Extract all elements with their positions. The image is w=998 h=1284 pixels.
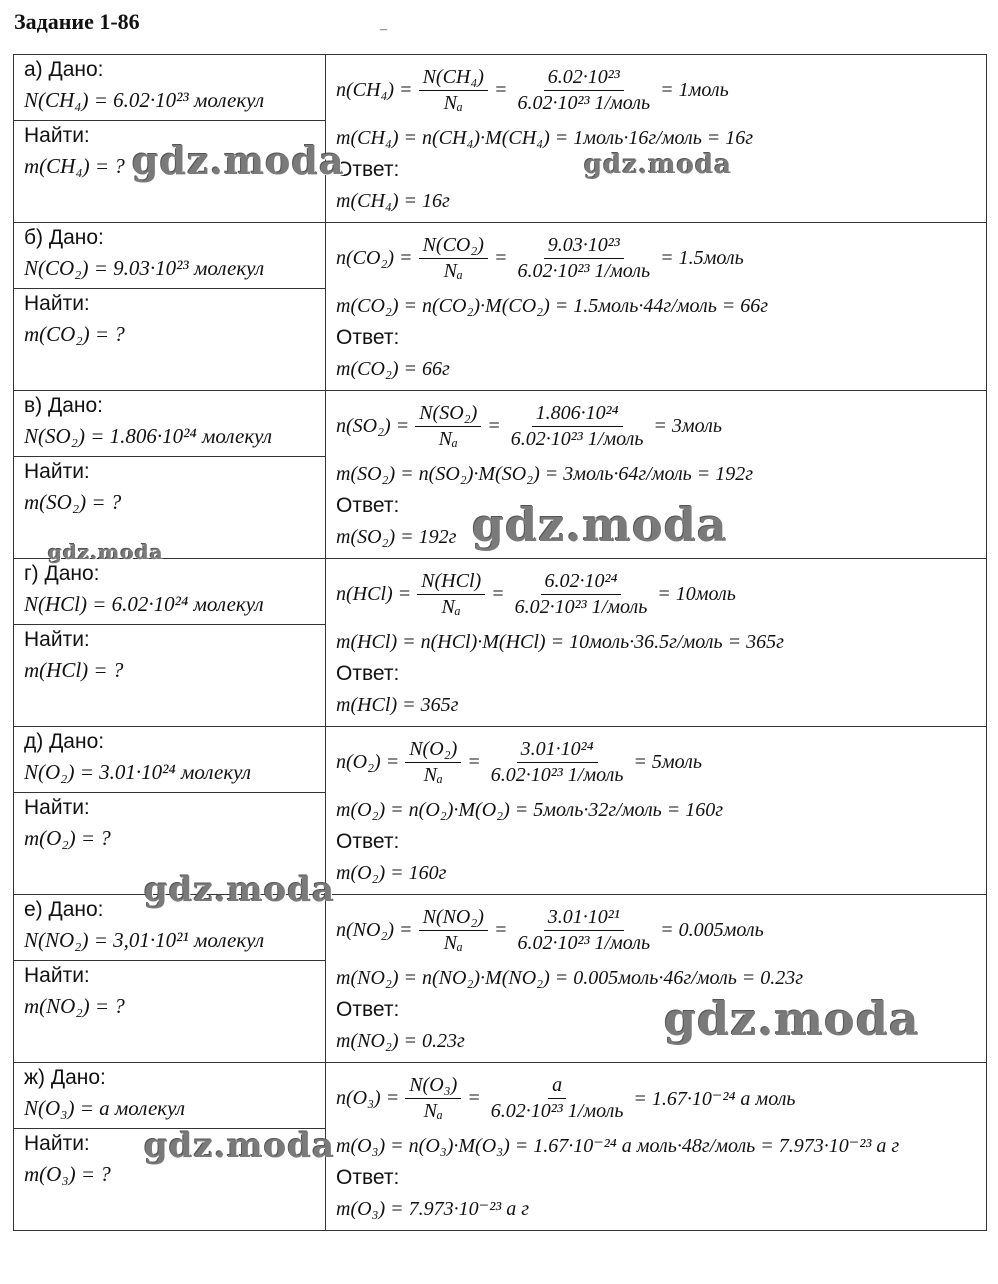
solution-block <box>326 727 986 894</box>
watermark: gdz.moda <box>144 870 336 910</box>
find-expression: m(O₃) = ? <box>24 1162 111 1186</box>
solution-block <box>326 895 986 1062</box>
find-block <box>14 1129 325 1229</box>
find-label: Найти: <box>24 124 90 147</box>
given-find-cell <box>14 55 326 223</box>
amount-lhs: n(O₃) = <box>336 1086 400 1109</box>
answer-label: Ответ: <box>336 494 400 517</box>
amount-result: = 1.67·10⁻²⁴ a моль <box>633 1087 796 1110</box>
answer-value: m(NO₂) = 0.23г <box>336 1030 465 1052</box>
given-expression: N(CH₄) = 6.02·10²³ молекул <box>24 88 265 112</box>
task-row <box>14 55 987 223</box>
solution-block <box>326 1063 986 1230</box>
fraction-denominator: Nₐ <box>443 259 463 282</box>
given-find-cell <box>14 559 326 727</box>
watermark: gdz.moda <box>472 498 728 552</box>
given-label: ж) Дано: <box>24 1066 106 1089</box>
fraction-denominator: Nₐ <box>438 427 458 450</box>
equals-sign: = <box>467 1086 481 1109</box>
mass-formula: m(HCl) = n(HCl)·M(HCl) = 10моль·36.5г/моль = 365г <box>336 631 784 653</box>
solution-cell <box>326 55 987 223</box>
amount-lhs: n(SO₂) = <box>336 414 410 437</box>
equals-sign: = <box>493 78 508 101</box>
value-fraction <box>487 1074 628 1123</box>
given-block <box>14 895 325 961</box>
given-block <box>14 391 325 457</box>
answer-label: Ответ: <box>336 158 400 181</box>
equals-sign: = <box>493 918 508 941</box>
given-label: е) Дано: <box>24 898 104 921</box>
value-denominator: 6.02·10²³ 1/моль <box>517 931 651 954</box>
amount-lhs: n(CH₄) = <box>336 78 413 101</box>
find-expression: m(CH₄) = ? <box>24 154 125 178</box>
given-label: д) Дано: <box>24 730 105 753</box>
find-expression: m(SO₂) = ? <box>24 490 122 514</box>
amount-result: = 3моль <box>653 414 723 437</box>
value-denominator: 6.02·10²³ 1/моль <box>490 763 624 786</box>
amount-lhs: n(HCl) = <box>336 582 412 605</box>
amount-formula <box>336 1067 976 1129</box>
find-label: Найти: <box>24 796 90 819</box>
fraction-numerator: N(CO₂) <box>419 234 488 259</box>
fraction-denominator: Nₐ <box>443 91 463 114</box>
value-denominator: 6.02·10²³ 1/моль <box>490 1099 624 1122</box>
answer-value: m(O₂) = 160г <box>336 862 447 884</box>
given-find-cell <box>14 223 326 391</box>
value-numerator: 6.02·10²⁴ <box>541 570 622 595</box>
mass-formula: m(SO₂) = n(SO₂)·M(SO₂) = 3моль·64г/моль = 192г <box>336 463 754 485</box>
page-title: Задание 1-86 <box>14 9 140 34</box>
given-find-cell <box>14 895 326 1063</box>
given-expression: N(SO₂) = 1.806·10²⁴ молекул <box>24 424 273 448</box>
answer-label: Ответ: <box>336 830 400 853</box>
given-expression: N(O₃) = a молекул <box>24 1096 185 1120</box>
solution-cell <box>326 727 987 895</box>
find-block <box>14 289 325 389</box>
task-row <box>14 559 987 727</box>
equals-sign: = <box>467 750 481 773</box>
given-find-cell <box>14 391 326 559</box>
amount-lhs: n(CO₂) = <box>336 246 413 269</box>
fraction-denominator: Nₐ <box>443 931 463 954</box>
equals-sign: = <box>487 414 501 437</box>
given-label: б) Дано: <box>24 226 104 249</box>
equals-sign: = <box>491 582 505 605</box>
solution-cell <box>326 559 987 727</box>
task-row <box>14 895 987 1063</box>
solution-cell <box>326 895 987 1063</box>
mass-formula: m(O₂) = n(O₂)·M(O₂) = 5моль·32г/моль = 160г <box>336 799 724 821</box>
value-denominator: 6.02·10²³ 1/моль <box>514 595 648 618</box>
fraction-denominator: Nₐ <box>441 595 461 618</box>
formula-fraction <box>415 402 481 451</box>
fraction-denominator: Nₐ <box>423 1099 443 1122</box>
amount-formula <box>336 731 976 793</box>
solution-block <box>326 223 986 390</box>
answer-value: m(SO₂) = 192г <box>336 526 457 548</box>
given-label: в) Дано: <box>24 394 103 417</box>
solution-cell <box>326 223 987 391</box>
value-denominator: 6.02·10²³ 1/моль <box>517 91 651 114</box>
given-expression: N(NO₂) = 3,01·10²¹ молекул <box>24 928 265 952</box>
task-row <box>14 223 987 391</box>
given-block <box>14 727 325 793</box>
given-label: г) Дано: <box>24 562 100 585</box>
answer-value: m(CH₄) = 16г <box>336 190 450 212</box>
value-numerator: 3.01·10²¹ <box>544 906 624 931</box>
value-numerator: 3.01·10²⁴ <box>517 738 598 763</box>
fraction-numerator: N(HCl) <box>417 570 485 595</box>
find-block <box>14 793 325 893</box>
find-label: Найти: <box>24 460 90 483</box>
fraction-numerator: N(NO₂) <box>419 906 488 931</box>
amount-lhs: n(O₂) = <box>336 750 400 773</box>
given-block <box>14 55 325 121</box>
solutions-table <box>13 54 987 1231</box>
amount-formula <box>336 563 976 625</box>
find-block <box>14 961 325 1061</box>
given-block <box>14 559 325 625</box>
mass-formula: m(CO₂) = n(CO₂)·M(CO₂) = 1.5моль·44г/моль = 66г <box>336 295 769 317</box>
fraction-denominator: Nₐ <box>423 763 443 786</box>
answer-value: m(CO₂) = 66г <box>336 358 450 380</box>
solution-cell <box>326 1063 987 1231</box>
value-fraction <box>513 234 654 283</box>
equals-sign: = <box>493 246 508 269</box>
fraction-numerator: N(O₂) <box>405 738 461 763</box>
find-expression: m(HCl) = ? <box>24 658 124 682</box>
value-fraction <box>487 738 628 787</box>
watermark: gdz.moda <box>144 1126 336 1166</box>
formula-fraction <box>419 234 488 283</box>
task-row <box>14 727 987 895</box>
value-fraction <box>513 66 654 115</box>
amount-formula <box>336 395 976 457</box>
answer-value: m(O₃) = 7.973·10⁻²³ a г <box>336 1198 530 1220</box>
answer-value: m(HCl) = 365г <box>336 694 459 716</box>
value-denominator: 6.02·10²³ 1/моль <box>510 427 644 450</box>
given-expression: N(CO₂) = 9.03·10²³ молекул <box>24 256 265 280</box>
watermark: gdz.moda <box>132 138 345 183</box>
mass-formula: m(CH₄) = n(CH₄)·M(CH₄) = 1моль·16г/моль = 16г <box>336 127 754 149</box>
amount-formula <box>336 899 976 961</box>
amount-formula <box>336 227 976 289</box>
watermark: gdz.moda <box>584 150 733 180</box>
given-expression: N(O₂) = 3.01·10²⁴ молекул <box>24 760 252 784</box>
given-find-cell <box>14 727 326 895</box>
find-expression: m(CO₂) = ? <box>24 322 125 346</box>
solution-cell <box>326 391 987 559</box>
solution-block <box>326 55 986 222</box>
fraction-numerator: N(SO₂) <box>415 402 481 427</box>
amount-result: = 10моль <box>657 582 736 605</box>
given-block <box>14 1063 325 1129</box>
find-expression: m(NO₂) = ? <box>24 994 125 1018</box>
task-row <box>14 391 987 559</box>
amount-result: = 0.005моль <box>660 918 764 941</box>
formula-fraction <box>405 738 461 787</box>
value-numerator: 6.02·10²³ <box>544 66 624 91</box>
value-numerator: 9.03·10²³ <box>544 234 624 259</box>
amount-lhs: n(NO₂) = <box>336 918 413 941</box>
amount-result: = 5моль <box>633 750 703 773</box>
value-numerator: 1.806·10²⁴ <box>532 402 623 427</box>
given-block <box>14 223 325 289</box>
watermark: gdz.moda <box>48 540 164 564</box>
given-label: а) Дано: <box>24 58 104 81</box>
value-fraction <box>511 570 652 619</box>
solution-block <box>326 391 986 558</box>
header-dash: – <box>380 22 387 37</box>
formula-fraction <box>419 66 488 115</box>
value-fraction <box>513 906 654 955</box>
fraction-numerator: N(O₃) <box>405 1074 461 1099</box>
amount-result: = 1.5моль <box>660 246 744 269</box>
answer-label: Ответ: <box>336 998 400 1021</box>
amount-result: = 1моль <box>660 78 729 101</box>
find-block <box>14 625 325 725</box>
find-block <box>14 121 325 221</box>
find-label: Найти: <box>24 292 90 315</box>
task-row <box>14 1063 987 1231</box>
answer-label: Ответ: <box>336 662 400 685</box>
value-numerator: a <box>548 1074 566 1099</box>
solution-block <box>326 559 986 726</box>
value-denominator: 6.02·10²³ 1/моль <box>517 259 651 282</box>
find-label: Найти: <box>24 1132 90 1155</box>
value-fraction <box>507 402 648 451</box>
find-label: Найти: <box>24 964 90 987</box>
mass-formula: m(NO₂) = n(NO₂)·M(NO₂) = 0.005моль·46г/моль = 0.23г <box>336 967 804 989</box>
watermark: gdz.moda <box>664 992 920 1046</box>
formula-fraction <box>417 570 485 619</box>
amount-formula <box>336 59 976 121</box>
fraction-numerator: N(CH₄) <box>419 66 488 91</box>
formula-fraction <box>419 906 488 955</box>
find-label: Найти: <box>24 628 90 651</box>
find-expression: m(O₂) = ? <box>24 826 111 850</box>
formula-fraction <box>405 1074 461 1123</box>
find-block <box>14 457 325 557</box>
answer-label: Ответ: <box>336 1166 400 1189</box>
mass-formula: m(O₃) = n(O₃)·M(O₃) = 1.67·10⁻²⁴ a моль·48г/моль = 7.973·10⁻²³ a г <box>336 1135 900 1157</box>
answer-label: Ответ: <box>336 326 400 349</box>
given-expression: N(HCl) = 6.02·10²⁴ молекул <box>24 592 264 616</box>
given-find-cell <box>14 1063 326 1231</box>
